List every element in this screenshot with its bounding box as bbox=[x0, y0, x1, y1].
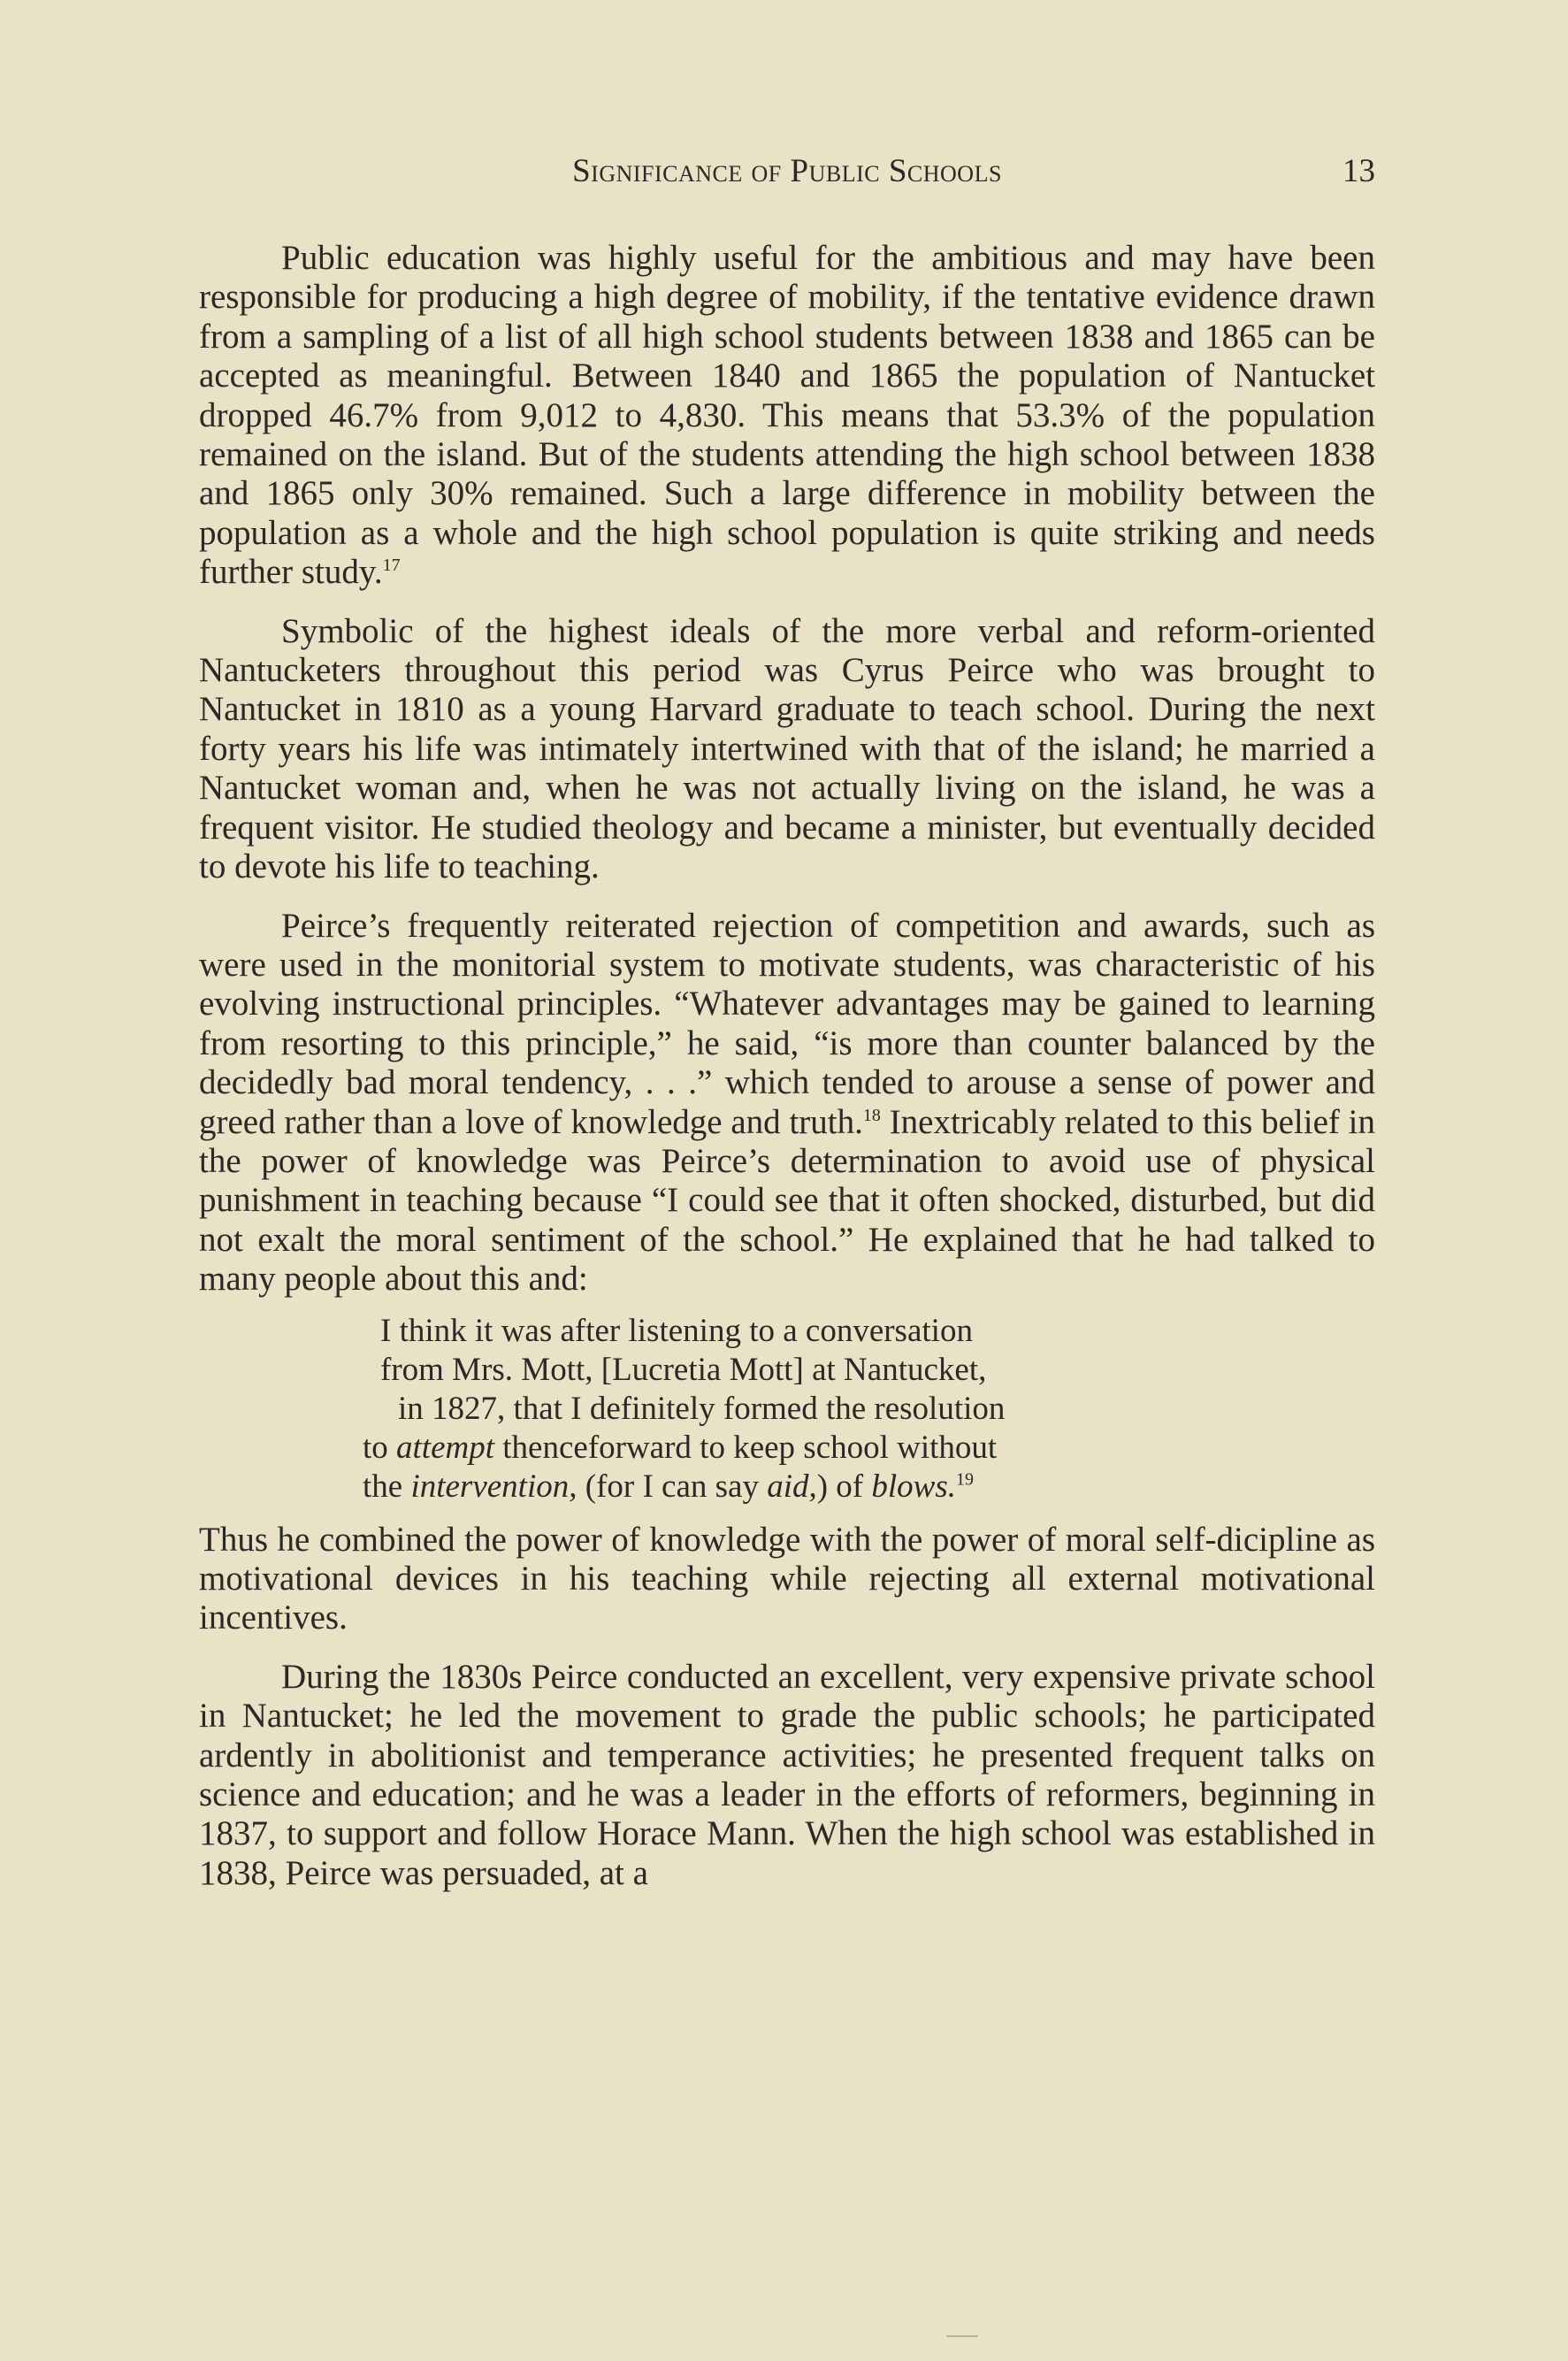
quote-text: ) of bbox=[816, 1468, 872, 1505]
paragraph-2 bbox=[199, 612, 1375, 887]
footnote-ref-18: 18 bbox=[862, 1105, 881, 1125]
footer-mark bbox=[946, 2335, 978, 2337]
running-head bbox=[199, 152, 1375, 196]
paragraph-4-text: Thus he combined the power of knowledge with the power of moral self-dicipline as motivational devices in his teaching while rejecting all external motivational incentives. bbox=[199, 1520, 1375, 1637]
quote-line: from Mrs. Mott, [Lucretia Mott] at Nantucket, bbox=[380, 1351, 987, 1388]
paragraph-3-text-a: Peirce’s frequently reiterated rejection of competition and awards, such as were used in the monitorial system to motivate students, was characteristic of his evolving instructional principles. “Whatever advantages may be gained to learning from resorting to this principle,” he said, “is more than counter balanced by the decidedly bad moral tendency, . . .” which tended to arouse a sense of power and greed rather than a love of knowledge and truth. bbox=[199, 906, 1375, 1141]
paragraph-5-text: During the 1830s Peirce conducted an excellent, very expensive private school in Nantucket; he led the movement to grade the public schools; he participated ardently in abolitionist and temperance activities; he presented frequent talks on science and education; and he was a leader in the efforts of reformers, beginning in 1837, to support and follow Horace Mann. When the high school was established in 1838, Peirce was persuaded, at a bbox=[199, 1657, 1375, 1892]
paragraph-1 bbox=[199, 239, 1375, 593]
paragraph-3-text-b: Inextricably related to this belief in the power of knowledge was Peirce’s determination to avoid use of physical punishment in teaching because “I could see that it often shocked, disturbed, but did not exalt the moral sentiment of the school.” He explained that he had talked to many people about this and: bbox=[199, 1102, 1376, 1299]
quote-line bbox=[363, 1429, 1185, 1468]
body-text bbox=[199, 239, 1375, 1893]
quote-emphasis: attempt bbox=[396, 1429, 495, 1466]
paragraph-3 bbox=[199, 907, 1375, 1299]
quote-text: to bbox=[363, 1429, 397, 1466]
footnote-ref-17: 17 bbox=[382, 556, 401, 576]
quote-line: I think it was after listening to a conversation bbox=[380, 1312, 973, 1349]
quote-emphasis: intervention, bbox=[410, 1468, 577, 1505]
quote-emphasis: aid, bbox=[767, 1468, 817, 1505]
paragraph-5 bbox=[199, 1658, 1375, 1893]
quote-line bbox=[363, 1468, 1185, 1506]
page-number: 13 bbox=[1342, 153, 1375, 189]
paragraph-1-text: Public education was highly useful for the ambitious and may have been responsible for producing a high degree of mobility, if the tentative evidence drawn from a sampling of a list of all high school students between 1838 and 1865 can be accepted as meaningful. Between 1840 and 1865 the population of Nantucket dropped 46.7% from 9,012 to 4,830. This means that 53.3% of the population remained on the island. But of the students attending the high school between 1838 and 1865 only 30% remained. Such a large difference in mobility between the population as a whole and the high school population is quite striking and needs further study. bbox=[199, 239, 1375, 592]
paragraph-2-text: Symbolic of the highest ideals of the more verbal and reform-oriented Nantucketers throughout this period was Cyrus Peirce who was brought to Nantucket in 1810 as a young Harvard graduate to teach school. During the next forty years his life was intimately intertwined with that of the island; he married a Nantucket woman and, when he was not actually living on the island, he was a frequent visitor. He studied theology and became a minister, but eventually decided to devote his life to teaching. bbox=[199, 611, 1375, 886]
chapter-title: Significance of Public Schools bbox=[572, 153, 1002, 189]
footnote-ref-19: 19 bbox=[956, 1469, 974, 1490]
paragraph-4 bbox=[199, 1521, 1375, 1638]
quote-text: the bbox=[363, 1468, 411, 1505]
quote-text: (for I can say bbox=[577, 1468, 768, 1505]
quote-emphasis: blows. bbox=[871, 1468, 956, 1505]
quote-text: thenceforward to keep school without bbox=[494, 1429, 998, 1466]
block-quote bbox=[199, 1312, 1375, 1506]
quote-line: in 1827, that I definitely formed the resolution bbox=[398, 1390, 1006, 1427]
